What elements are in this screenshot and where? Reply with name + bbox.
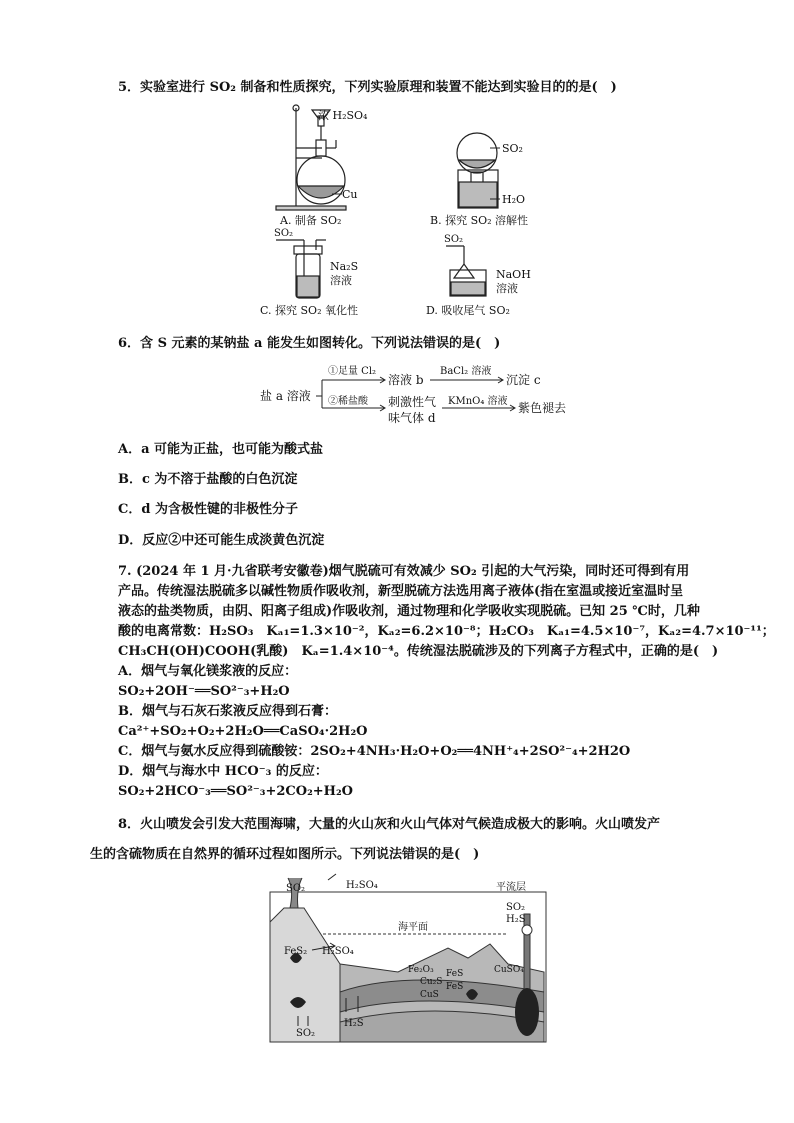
so2-bottom-label: SO₂ [296, 1028, 316, 1039]
scheme-bot-cond2: KMnO₄ 溶液 [448, 396, 508, 407]
q6-option-b: B．c 为不溶于盐酸的白色沉淀 [118, 472, 298, 487]
q7-line-5: CH₃CH(OH)COOH(乳酸) Kₐ=1.4×10⁻⁴。传统湿法脱硫涉及的下列离子方程式中，正确的是( ) [118, 644, 719, 659]
fes-b-label: FeS [446, 982, 464, 992]
scheme-bot-end: 紫色褪去 [518, 401, 567, 415]
b-liquid-label: H₂O [502, 193, 526, 206]
h2so4-top-label: H₂SO₄ [346, 880, 378, 891]
q7-line-1: 7. (2024 年 1 月·九省联考安徽卷)烟气脱硫可有效减少 SO₂ 引起的大气污染，同时还可得到有用 [118, 564, 690, 579]
c-sol2-label: 溶液 [330, 274, 352, 287]
q7-option-b: B．烟气与石灰石浆液反应得到石膏： [118, 704, 337, 719]
apparatus-b-icon [457, 133, 498, 208]
q5-figure [250, 100, 570, 322]
scheme-top-cond2: BaCl₂ 溶液 [440, 366, 492, 377]
h2so4-left-label: H₂SO₄ [322, 946, 354, 957]
c-caption: C. 探究 SO₂ 氧化性 [260, 304, 358, 317]
q7-line-4: 酸的电离常数：H₂SO₃ Kₐ₁=1.3×10⁻²，Kₐ₂=6.2×10⁻⁸；H₂CO₃ Kₐ₁=4.5×10⁻⁷，Kₐ₂=4.7×10⁻¹¹； [118, 624, 775, 639]
q6-option-a: A．a 可能为正盐，也可能为酸式盐 [118, 442, 324, 457]
q6-option-c: C．d 为含极性键的非极性分子 [118, 502, 298, 517]
q5-stem: 5．实验室进行 SO₂ 制备和性质探究，下列实验原理和装置不能达到实验目的的是( ) [118, 80, 617, 95]
a-solid-label: Cu [342, 188, 358, 201]
scheme-bot-mid2: 味气体 d [388, 411, 436, 425]
q7-option-b-eq: Ca²⁺+SO₂+O₂+2H₂O══CaSO₄·2H₂O [118, 724, 368, 739]
q7-option-a-eq: SO₂+2OH⁻══SO²⁻₃+H₂O [118, 684, 290, 699]
so2-right-label: SO₂ [506, 902, 526, 913]
fes-a-label: FeS [446, 969, 464, 979]
d-gas-label: SO₂ [444, 234, 464, 245]
q7-line-2: 产品。传统湿法脱硫多以碱性物质作吸收剂，新型脱硫方法选用离子液体(指在室温或接近室温时呈 [118, 584, 684, 599]
scheme-bot-cond: ②稀盐酸 [328, 396, 368, 407]
q8-line-1: 8．火山喷发会引发大范围海啸，大量的火山灰和火山气体对气候造成极大的影响。火山喷发产 [118, 817, 661, 832]
b-caption: B. 探究 SO₂ 溶解性 [430, 214, 529, 227]
q8-sulfur-cycle-figure [268, 872, 548, 1044]
cuso4-label: CuSO₄ [494, 965, 524, 975]
cus-label: CuS [420, 990, 439, 1000]
cu2s-label: Cu₂S [420, 977, 443, 987]
stratosphere-label: 平流层 [496, 882, 526, 893]
q6-stem: 6．含 S 元素的某钠盐 a 能发生如图转化。下列说法错误的是( ) [118, 336, 501, 351]
q7-option-d-eq: SO₂+2HCO⁻₃══SO²⁻₃+2CO₂+H₂O [118, 784, 353, 799]
scheme-top-end: 沉淀 c [506, 373, 541, 387]
q6-scheme [258, 360, 578, 430]
fe2o3-label: Fe₂O₃ [408, 965, 434, 975]
scheme-bot-mid1: 刺激性气 [388, 395, 437, 409]
b-gas-label: SO₂ [502, 142, 523, 155]
a-reagent-label: 浓 H₂SO₄ [318, 109, 368, 122]
apparatus-c-icon [276, 240, 326, 298]
h2s-bottom-label: H₂S [344, 1018, 364, 1029]
q7-option-a: A．烟气与氧化镁浆液的反应： [118, 664, 298, 679]
q7-option-d: D．烟气与海水中 HCO⁻₃ 的反应： [118, 764, 328, 779]
apparatus-d-icon [446, 246, 486, 296]
fes2-label: FeS₂ [284, 946, 308, 957]
d-sol2-label: 溶液 [496, 282, 518, 295]
scheme-top-cond: ①足量 Cl₂ [328, 366, 377, 377]
q8-line-2: 生的含硫物质在自然界的循环过程如图所示。下列说法错误的是( ) [90, 847, 480, 862]
q7-option-c: C．烟气与氨水反应得到硫酸铵：2SO₂+4NH₃·H₂O+O₂══4NH⁺₄+2SO²⁻₄+2H2O [118, 744, 631, 759]
scheme-start: 盐 a 溶液 [260, 389, 311, 403]
h2s-right-label: H₂S [506, 914, 526, 925]
d-caption: D. 吸收尾气 SO₂ [426, 304, 510, 317]
d-sol1-label: NaOH [496, 268, 531, 281]
scheme-top-mid: 溶液 b [388, 373, 424, 387]
so2-top-label: SO₂ [286, 883, 306, 894]
c-sol1-label: Na₂S [330, 260, 359, 273]
sea-level-label: 海平面 [398, 922, 428, 933]
q6-option-d: D．反应②中还可能生成淡黄色沉淀 [118, 533, 325, 548]
c-gas-label: SO₂ [274, 228, 294, 239]
q7-line-3: 液态的盐类物质，由阴、阳离子组成)作吸收剂，通过物理和化学吸收实现脱硫。已知 25 ℃时，几种 [118, 604, 700, 619]
a-caption: A. 制备 SO₂ [280, 214, 342, 227]
